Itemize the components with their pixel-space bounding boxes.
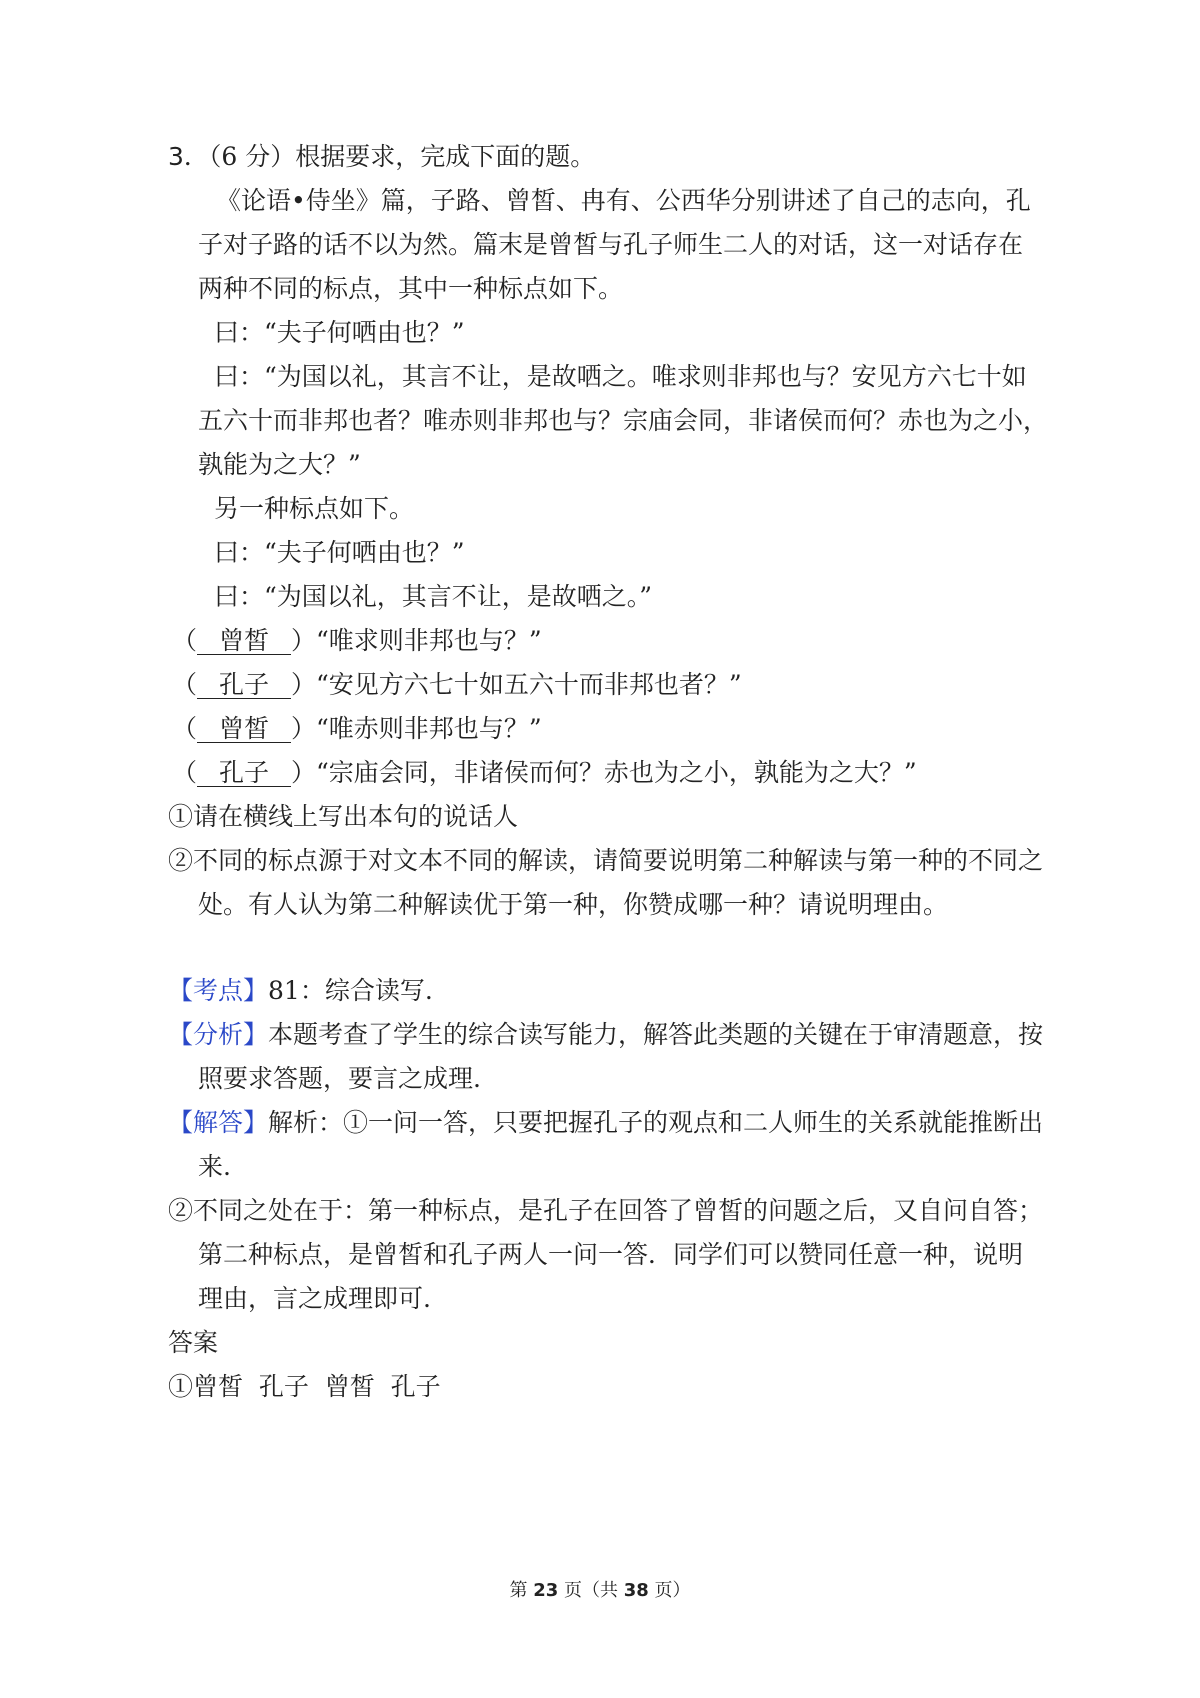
page-footer: [0, 1580, 1200, 1602]
speaker-line: [172, 714, 542, 744]
kaodian-line: [168, 976, 433, 1006]
paren-open: （: [172, 626, 198, 655]
speaker-line: [172, 758, 917, 788]
paren-close: ）: [291, 714, 317, 743]
footer-text: 页）: [648, 1580, 691, 1601]
page-number: 23: [533, 1580, 559, 1601]
task-2-line: 处。有人认为第二种解读优于第一种，你赞成哪一种？请说明理由。: [198, 890, 949, 919]
answer-line: ①曾皙 孔子 曾皙 孔子: [168, 1372, 441, 1401]
intro-line: 《论语•侍坐》篇，子路、曾皙、冉有、公西华分别讲述了自己的志向，孔: [216, 186, 1031, 215]
jieda-text: 解析：①一问一答，只要把握孔子的观点和二人师生的关系就能推断出: [268, 1108, 1044, 1137]
jieda-line: [168, 1108, 1043, 1138]
jieda-line: 来.: [198, 1152, 231, 1181]
speaker-blank: 孔子: [197, 760, 291, 787]
question-header-text: ．（6 分）根据要求，完成下面的题。: [183, 142, 596, 171]
footer-text: 第: [509, 1580, 534, 1601]
paren-open: （: [172, 670, 198, 699]
speaker-blank: 曾皙: [197, 628, 291, 655]
version2-line: 曰：“夫子何哂由也？”: [214, 538, 465, 567]
kaodian-text: 81：综合读写.: [268, 976, 433, 1005]
paren-close: ）: [291, 670, 317, 699]
total-pages: 38: [623, 1580, 649, 1601]
version1-line: 曰：“夫子何哂由也？”: [214, 318, 465, 347]
version2-line: 曰：“为国以礼，其言不让，是故哂之。”: [214, 582, 653, 611]
kaodian-label: 【考点】: [168, 976, 269, 1005]
answer-label: 答案: [168, 1328, 219, 1357]
point2-line: ②不同之处在于：第一种标点，是孔子在回答了曾皙的问题之后，又自问自答；: [168, 1196, 1044, 1225]
fenxi-line: [168, 1020, 1043, 1050]
speaker-blank: 曾皙: [197, 716, 291, 743]
jieda-label: 【解答】: [168, 1108, 269, 1137]
footer-text: 页（共: [558, 1580, 624, 1601]
point2-line: 理由，言之成理即可.: [198, 1284, 431, 1313]
version1-line: 孰能为之大？”: [198, 450, 361, 479]
speaker-quote: “唯赤则非邦也与？”: [316, 714, 542, 743]
paren-close: ）: [291, 758, 317, 787]
speaker-quote: “宗庙会同，非诸侯而何？赤也为之小，孰能为之大？”: [316, 758, 917, 787]
point2-line: 第二种标点，是曾皙和孔子两人一问一答．同学们可以赞同任意一种，说明: [198, 1240, 1024, 1269]
question-header: [168, 142, 595, 172]
task-1: ①请在横线上写出本句的说话人: [168, 802, 519, 831]
speaker-quote: “安见方六七十如五六十而非邦也者？”: [316, 670, 742, 699]
paren-open: （: [172, 758, 198, 787]
speaker-line: [172, 670, 742, 700]
speaker-quote: “唯求则非邦也与？”: [316, 626, 542, 655]
paren-close: ）: [291, 626, 317, 655]
version1-line: 五六十而非邦也者？唯赤则非邦也与？宗庙会同，非诸侯而何？赤也为之小，: [198, 406, 1049, 435]
speaker-blank: 孔子: [197, 672, 291, 699]
fenxi-label: 【分析】: [168, 1020, 269, 1049]
fenxi-line: 照要求答题，要言之成理.: [198, 1064, 481, 1093]
version2-intro: 另一种标点如下。: [214, 494, 415, 523]
speaker-line: [172, 626, 542, 656]
intro-line: 子对子路的话不以为然。篇末是曾皙与孔子师生二人的对话，这一对话存在: [198, 230, 1024, 259]
version1-line: 曰：“为国以礼，其言不让，是故哂之。唯求则非邦也与？安见方六七十如: [214, 362, 1027, 391]
fenxi-text: 本题考查了学生的综合读写能力，解答此类题的关键在于审清题意，按: [268, 1020, 1044, 1049]
paren-open: （: [172, 714, 198, 743]
task-2-line: ②不同的标点源于对文本不同的解读，请简要说明第二种解读与第一种的不同之: [168, 846, 1044, 875]
question-number: 3: [168, 142, 184, 171]
intro-line: 两种不同的标点，其中一种标点如下。: [198, 274, 624, 303]
